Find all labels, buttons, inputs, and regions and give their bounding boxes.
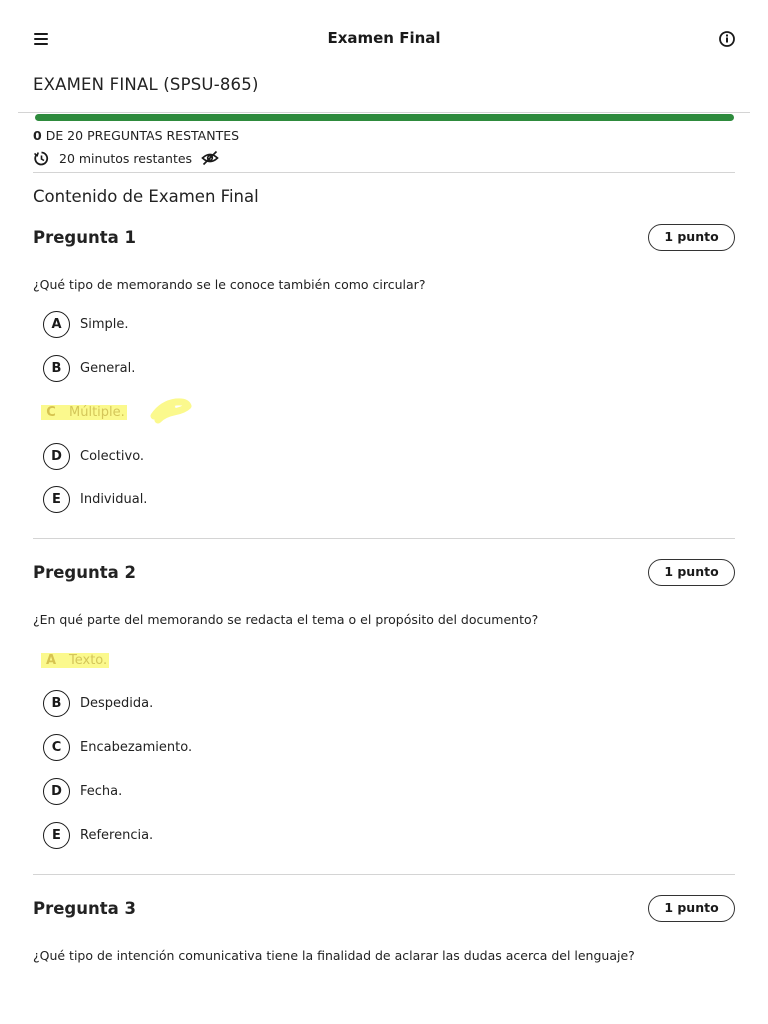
option-a[interactable] [43, 646, 723, 674]
option-text: Despedida. [80, 695, 154, 711]
option-c[interactable] [43, 733, 723, 761]
option-b[interactable] [43, 689, 723, 717]
option-letter: C [46, 404, 56, 420]
eye-off-icon[interactable] [201, 150, 219, 166]
option-letter: D [43, 778, 70, 805]
exam-title: EXAMEN FINAL (SPSU-865) [33, 75, 259, 94]
points-badge: 1 punto [648, 895, 735, 922]
header-divider [18, 112, 750, 113]
question-text: ¿Qué tipo de intención comunicativa tiene la finalidad de aclarar las dudas acerca del lenguaje? [33, 948, 635, 963]
question-text: ¿En qué parte del memorando se redacta el tema o el propósito del documento? [33, 612, 539, 627]
option-d[interactable] [43, 442, 723, 470]
option-e[interactable] [43, 485, 723, 513]
option-text: General. [80, 360, 136, 376]
option-letter: E [43, 822, 70, 849]
content-title: Contenido de Examen Final [33, 187, 259, 206]
question-title: Pregunta 2 [33, 563, 136, 582]
question-1 [33, 224, 735, 507]
points-badge: 1 punto [648, 224, 735, 251]
remaining-count: 0 [33, 128, 42, 143]
option-d[interactable] [43, 777, 723, 805]
question-header [33, 559, 735, 589]
option-letter: E [43, 486, 70, 513]
option-text: Texto. [69, 652, 108, 668]
option-text: Simple. [80, 316, 129, 332]
option-c[interactable] [43, 398, 723, 426]
question-title: Pregunta 1 [33, 228, 136, 247]
timer-text: 20 minutos restantes [59, 150, 193, 166]
section-divider [33, 172, 735, 173]
option-letter: D [43, 443, 70, 470]
option-text: Individual. [80, 491, 148, 507]
highlight-scribble-icon [148, 392, 194, 426]
question-3 [33, 895, 735, 963]
highlight-mark [41, 653, 109, 668]
info-icon[interactable] [718, 30, 736, 48]
app-title: Examen Final [327, 29, 441, 47]
option-letter: A [45, 652, 57, 668]
option-letter: A [43, 311, 70, 338]
highlight-mark [41, 405, 127, 420]
option-text: Fecha. [80, 783, 123, 799]
progress-fill [37, 116, 732, 119]
question-header [33, 895, 735, 925]
question-text: ¿Qué tipo de memorando se le conoce también como circular? [33, 277, 426, 292]
option-letter: C [43, 734, 70, 761]
questions-remaining [33, 128, 239, 143]
option-text: Múltiple. [69, 404, 125, 420]
option-a[interactable] [43, 310, 723, 338]
question-header [33, 224, 735, 254]
option-text: Referencia. [80, 827, 154, 843]
option-text: Colectivo. [80, 448, 145, 464]
question-title: Pregunta 3 [33, 899, 136, 918]
question-divider [33, 538, 735, 539]
top-bar [0, 0, 768, 72]
option-letter: B [43, 690, 70, 717]
remaining-label: DE 20 PREGUNTAS RESTANTES [45, 128, 240, 143]
timer-row [33, 148, 219, 168]
question-divider [33, 874, 735, 875]
option-letter: B [43, 355, 70, 382]
question-2 [33, 559, 735, 843]
timer-icon [33, 150, 50, 167]
points-badge: 1 punto [648, 559, 735, 586]
option-b[interactable] [43, 354, 723, 382]
option-e[interactable] [43, 821, 723, 849]
progress-bar [35, 114, 734, 121]
option-text: Encabezamiento. [80, 739, 193, 755]
